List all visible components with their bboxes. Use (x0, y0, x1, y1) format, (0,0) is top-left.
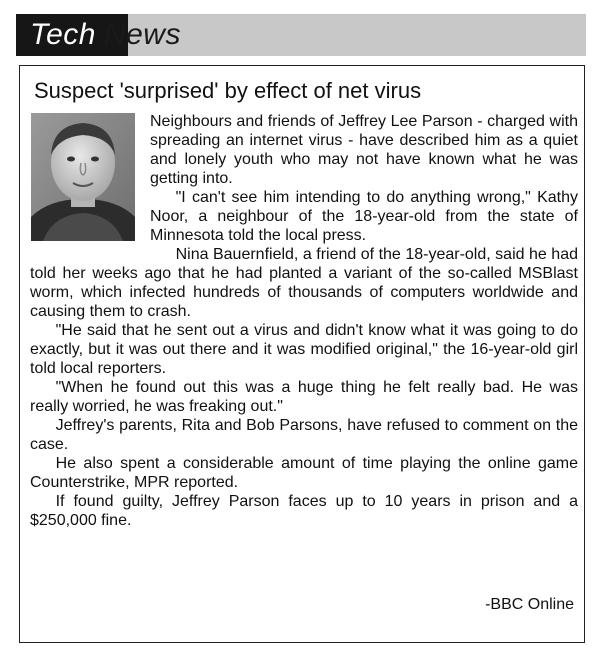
article-paragraph-4: "He said that he sent out a virus and didn't know what it was going to do exactly, but it was out there and it was modified original," the 16-year-old girl told local reporters. (30, 322, 578, 377)
section-title-tech: Tech (30, 18, 96, 51)
article-paragraph-6: Jeffrey's parents, Rita and Bob Parsons, have refused to comment on the case. (30, 417, 578, 453)
article-paragraph-8: If found guilty, Jeffrey Parson faces up to 10 years in prison and a $250,000 fine. (30, 493, 578, 529)
article-paragraph-1: Neighbours and friends of Jeffrey Lee Parson - charged with spreading an internet virus - have described him as a quiet and lonely youth who may not have known what he was getting into. (150, 113, 578, 187)
article-paragraph-2: "I can't see him intending to do anything wrong," Kathy Noor, a neighbour of the 18-year-old from the state of Minnesota told the local press. (150, 189, 578, 244)
section-title (30, 18, 181, 52)
section-header (16, 14, 586, 56)
photo-spacer (30, 112, 150, 252)
article-headline: Suspect 'surprised' by effect of net virus (34, 78, 422, 103)
article-paragraph-7: He also spent a considerable amount of time playing the online game Counterstrike, MPR reported. (30, 455, 578, 491)
article-paragraph-5: "When he found out this was a huge thing he felt really bad. He was really worried, he was freaking out." (30, 379, 578, 415)
section-title-news: News (103, 18, 181, 51)
article-paragraph-3: Nina Bauernfield, a friend of the 18-year-old, said he had told her weeks ago that he had planted a variant of the so-called MSBlast worm, which infected hundreds of thousands of computers worldwide and causing them to crash. (30, 246, 578, 320)
article-frame (19, 65, 585, 643)
article-body (30, 112, 578, 530)
article-source: -BBC Online (485, 596, 574, 613)
